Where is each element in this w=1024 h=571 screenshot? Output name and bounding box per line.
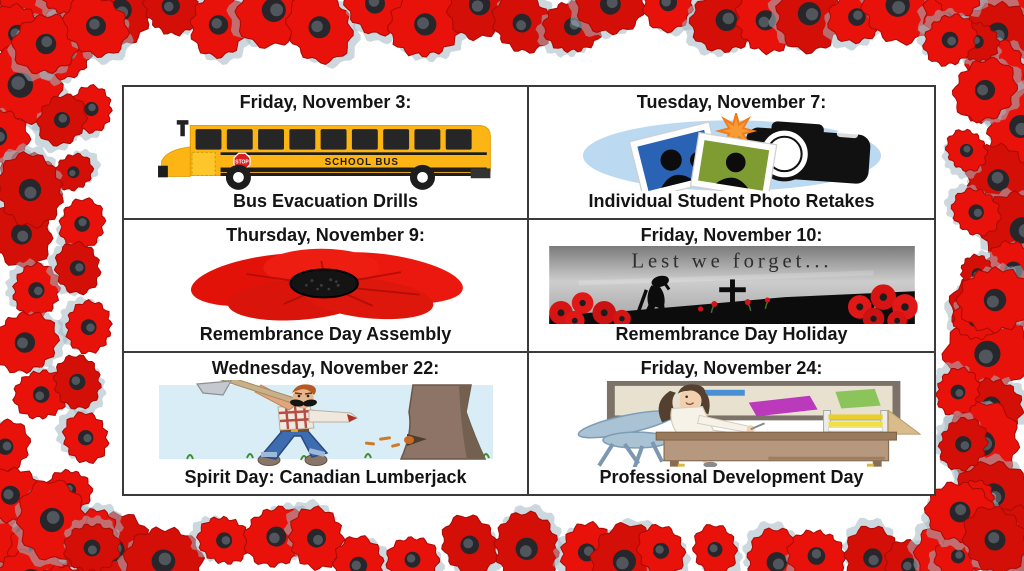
event-cell-nov-22 bbox=[124, 353, 529, 494]
lest-we-forget-photo bbox=[529, 246, 934, 325]
teacher-at-desk-illustration bbox=[539, 379, 924, 468]
poppy-icon bbox=[124, 246, 527, 325]
event-date: Friday, November 10: bbox=[640, 225, 823, 245]
school-bus-icon bbox=[124, 113, 527, 192]
school-bus-label: SCHOOL BUS bbox=[324, 156, 399, 168]
event-cell-nov-9 bbox=[124, 220, 529, 353]
desk bbox=[656, 432, 896, 466]
event-date: Friday, November 24: bbox=[640, 358, 823, 378]
event-title: Remembrance Day Assembly bbox=[199, 324, 452, 345]
calendar-table bbox=[122, 85, 936, 496]
event-date: Tuesday, November 7: bbox=[636, 92, 827, 112]
event-cell-nov-24 bbox=[529, 353, 934, 494]
event-cell-nov-10 bbox=[529, 220, 934, 353]
event-title: Remembrance Day Holiday bbox=[615, 324, 848, 345]
event-title: Professional Development Day bbox=[599, 467, 864, 488]
event-date: Wednesday, November 22: bbox=[211, 358, 440, 378]
event-title: Bus Evacuation Drills bbox=[232, 191, 419, 212]
red-poppy-illustration bbox=[171, 246, 481, 325]
event-cell-nov-7 bbox=[529, 87, 934, 220]
event-title: Spirit Day: Canadian Lumberjack bbox=[184, 467, 467, 488]
lest-we-forget-illustration bbox=[546, 246, 918, 325]
school-bus-illustration bbox=[136, 113, 516, 192]
event-date: Thursday, November 9: bbox=[226, 225, 425, 245]
lumberjack-icon bbox=[124, 379, 527, 468]
event-date: Friday, November 3: bbox=[239, 92, 412, 112]
lest-we-forget-text: Lest we forget... bbox=[630, 250, 833, 273]
teacher-desk-icon bbox=[529, 379, 934, 468]
svg-text:STOP: STOP bbox=[234, 159, 249, 166]
event-title: Individual Student Photo Retakes bbox=[588, 191, 875, 212]
camera-icon bbox=[529, 113, 934, 192]
event-cell-nov-3 bbox=[124, 87, 529, 220]
camera-with-photos-illustration bbox=[542, 113, 922, 192]
lumberjack-illustration bbox=[151, 380, 501, 466]
